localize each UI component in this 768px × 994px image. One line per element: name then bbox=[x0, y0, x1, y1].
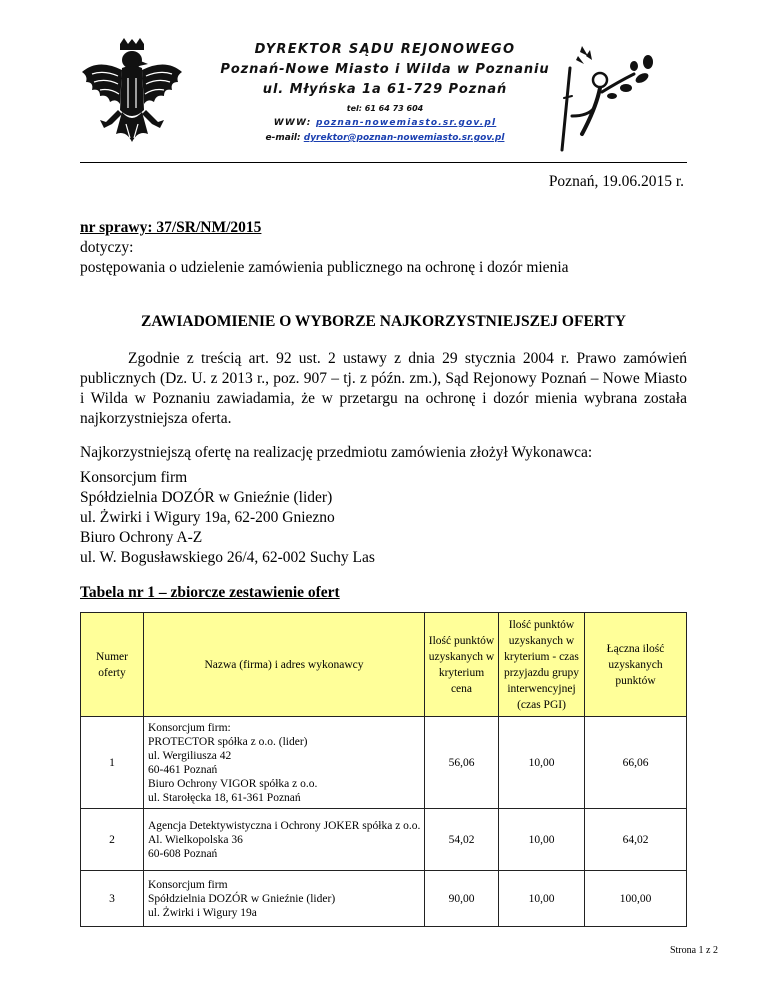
winner-block bbox=[80, 468, 375, 568]
winner-line: ul. Żwirki i Wigury 19a, 62-200 Gniezno bbox=[80, 509, 335, 526]
pgi-points: 10,00 bbox=[499, 871, 585, 927]
header-contractor: Nazwa (firma) i adres wykonawcy bbox=[144, 613, 425, 717]
offer-number: 3 bbox=[81, 871, 144, 927]
price-points: 90,00 bbox=[425, 871, 499, 927]
case-regarding-text: postępowania o udzielenie zamówienia publicznego na ochronę i dozór mienia bbox=[80, 259, 569, 276]
justice-figure-drawing bbox=[542, 38, 662, 158]
header-title-line3: ul. Młyńska 1a 61-729 Poznań bbox=[262, 82, 508, 97]
total-points: 100,00 bbox=[585, 871, 687, 927]
contractor-line: ul. Żwirki i Wigury 19a bbox=[148, 906, 257, 919]
contractor-line: ul. Starołęcka 18, 61-361 Poznań bbox=[148, 791, 301, 804]
header-total-points: Łączna ilość uzyskanych punktów bbox=[585, 613, 687, 717]
header-title-line2: Poznań-Nowe Miasto i Wilda w Poznaniu bbox=[220, 62, 550, 77]
header-tel: tel: 61 64 73 604 bbox=[346, 104, 424, 113]
notice-paragraph: Zgodnie z treścią art. 92 ust. 2 ustawy z dnia 29 stycznia 2004 r. Prawo zamówień publicznych (Dz. U. z 2013 r., poz. 907 – tj. z późn. zm.), Sąd Rejonowy Poznań – Nowe Miasto i Wilda w Poznaniu zawiadamia, że w przetargu na ochronę i dozór mienia wybrana została najkorzystniejsza oferta. bbox=[80, 350, 687, 427]
pgi-points: 10,00 bbox=[499, 809, 585, 871]
contractor-line: Spółdzielnia DOZÓR w Gnieźnie (lider) bbox=[148, 892, 336, 905]
contractor-line: Al. Wielkopolska 36 bbox=[148, 833, 243, 846]
total-points: 66,06 bbox=[585, 717, 687, 809]
contractor-line: ul. Wergiliusza 42 bbox=[148, 749, 232, 762]
header-divider bbox=[80, 162, 687, 163]
winner-intro: Najkorzystniejszą ofertę na realizację przedmiotu zamówienia złożył Wykonawca: bbox=[80, 444, 593, 461]
header-offer-number: Numer oferty bbox=[81, 613, 144, 717]
notice-title: ZAWIADOMIENIE O WYBORZE NAJKORZYSTNIEJSZEJ OFERTY bbox=[141, 313, 626, 330]
place-date: Poznań, 19.06.2015 r. bbox=[548, 173, 684, 190]
total-points: 64,02 bbox=[585, 809, 687, 871]
header-email bbox=[210, 133, 560, 143]
table-row bbox=[81, 871, 687, 927]
winner-line: Konsorcjum firm bbox=[80, 469, 188, 486]
contractor-name bbox=[144, 717, 425, 809]
table-row bbox=[81, 809, 687, 871]
contractor-line: Konsorcjum firm: bbox=[148, 721, 231, 734]
contractor-name bbox=[144, 871, 425, 927]
contractor-line: 60-461 Poznań bbox=[148, 763, 218, 776]
winner-line: Biuro Ochrony A-Z bbox=[80, 529, 203, 546]
email-label: e-mail: bbox=[265, 133, 304, 143]
winner-line: ul. W. Bogusławskiego 26/4, 62-002 Suchy Las bbox=[80, 549, 375, 566]
price-points: 54,02 bbox=[425, 809, 499, 871]
email-link[interactable]: dyrektor@poznan-nowemiasto.sr.gov.pl bbox=[303, 133, 505, 143]
contractor-line: Agencja Detektywistyczna i Ochrony JOKER spółka z o.o. bbox=[148, 819, 421, 832]
contractor-line: PROTECTOR spółka z o.o. (lider) bbox=[148, 735, 308, 748]
contractor-line: Konsorcjum firm bbox=[148, 878, 228, 891]
header-price-points: Ilość punktów uzyskanych w kryterium cena bbox=[425, 613, 499, 717]
case-regarding-label: dotyczy: bbox=[80, 239, 134, 256]
header-www bbox=[210, 118, 560, 128]
www-link[interactable]: poznan-nowemiasto.sr.gov.pl bbox=[315, 118, 497, 128]
header-pgi-points: Ilość punktów uzyskanych w kryterium - czas przyjazdu grupy interwencyjnej (czas PGI) bbox=[499, 613, 585, 717]
page-number: Strona 1 z 2 bbox=[669, 945, 718, 956]
contractor-name bbox=[144, 809, 425, 871]
case-number: nr sprawy: 37/SR/NM/2015 bbox=[80, 219, 262, 236]
polish-eagle-emblem bbox=[78, 38, 186, 154]
price-points: 56,06 bbox=[425, 717, 499, 809]
header-title-line1: DYREKTOR SĄDU REJONOWEGO bbox=[254, 42, 516, 57]
pgi-points: 10,00 bbox=[499, 717, 585, 809]
offers-table bbox=[80, 612, 687, 927]
table-title: Tabela nr 1 – zbiorcze zestawienie ofert bbox=[80, 584, 340, 601]
contractor-line: Biuro Ochrony VIGOR spółka z o.o. bbox=[148, 777, 318, 790]
www-label: WWW: bbox=[273, 118, 316, 128]
winner-line: Spółdzielnia DOZÓR w Gnieźnie (lider) bbox=[80, 489, 333, 506]
contractor-line: 60-608 Poznań bbox=[148, 847, 218, 860]
table-row bbox=[81, 717, 687, 809]
offer-number: 2 bbox=[81, 809, 144, 871]
offer-number: 1 bbox=[81, 717, 144, 809]
